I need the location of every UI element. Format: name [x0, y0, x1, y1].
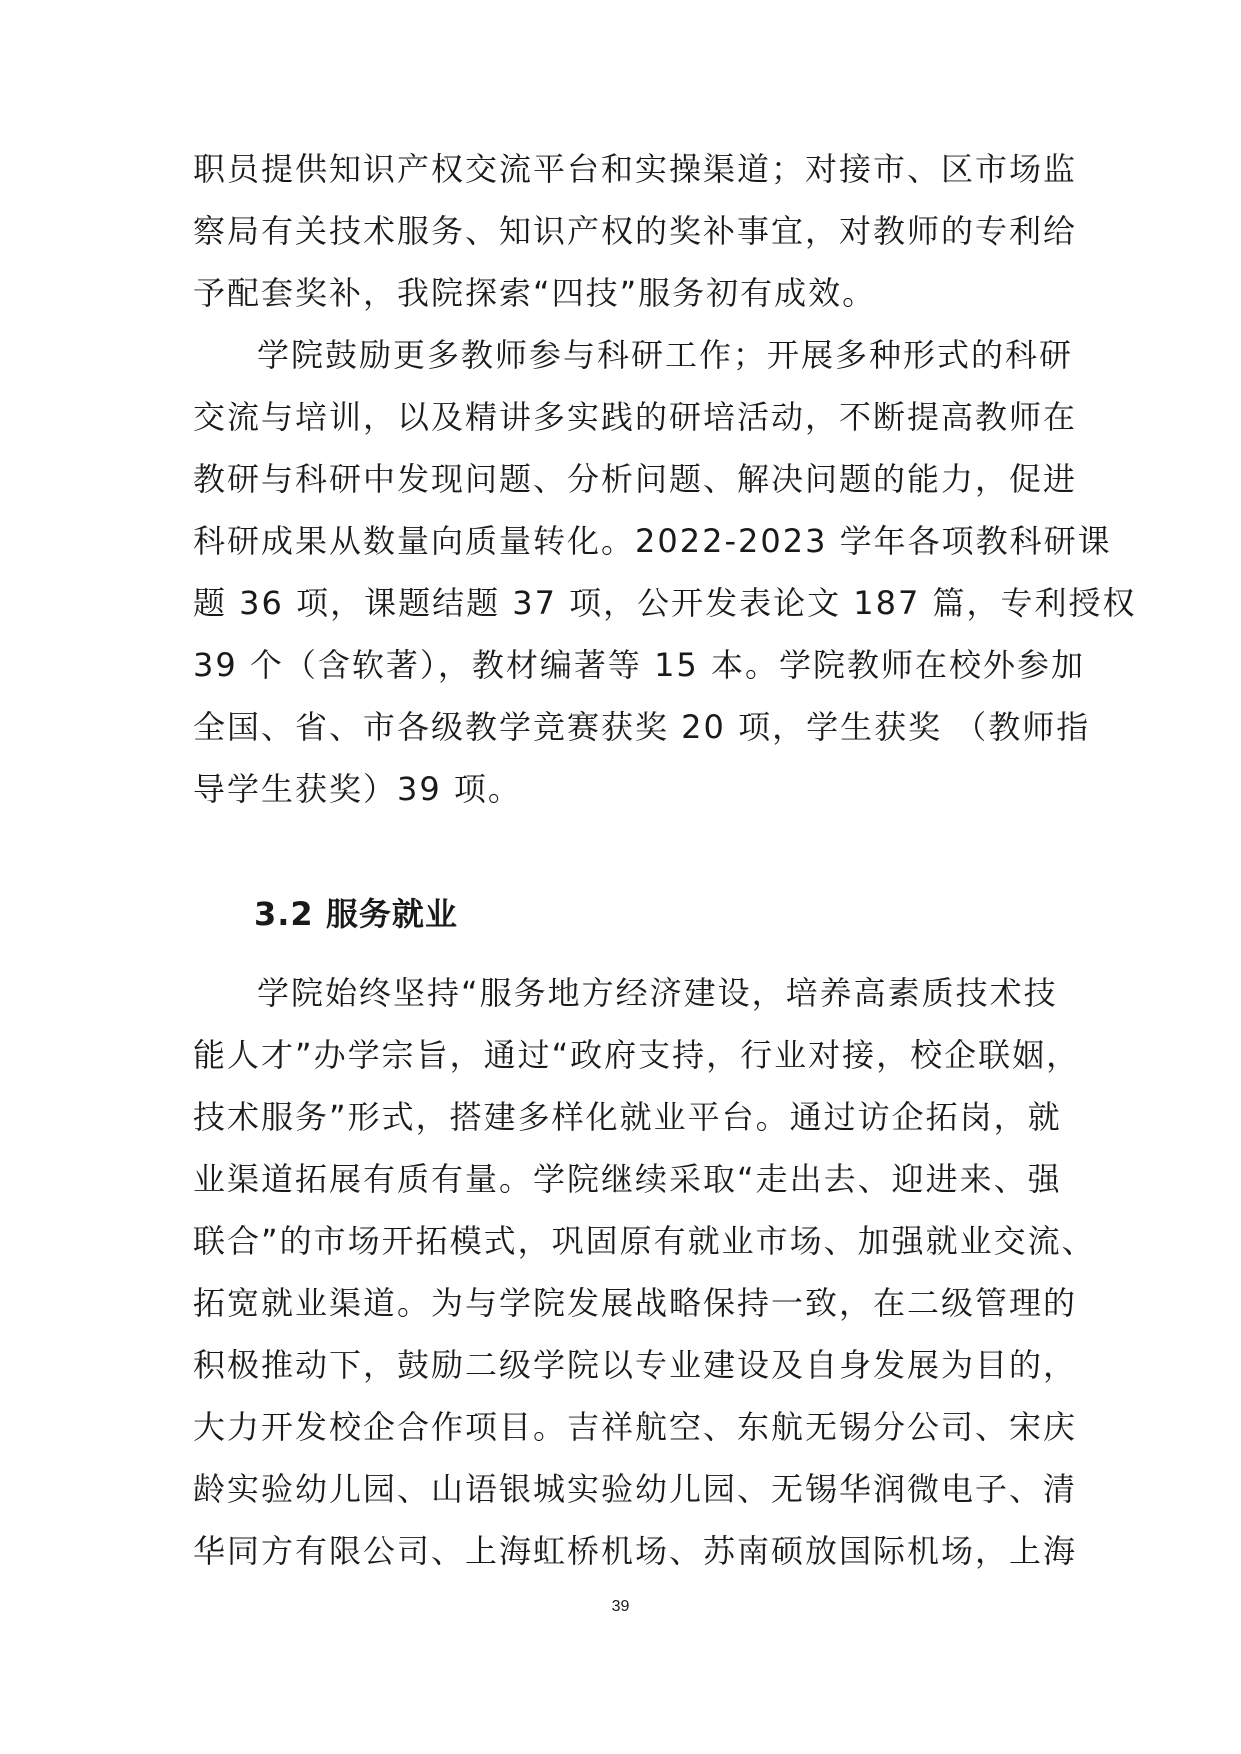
paragraph-line: 职员提供知识产权交流平台和实操渠道；对接市、区市场监 [193, 150, 1078, 188]
paragraph-line: 科研成果从数量向质量转化。2022-2023 学年各项教科研课 [193, 522, 1112, 560]
paragraph-line: 导学生获奖）39 项。 [193, 770, 522, 808]
paragraph-line: 大力开发校企合作项目。吉祥航空、东航无锡分公司、宋庆 [193, 1408, 1078, 1446]
paragraph-line: 学院始终坚持“服务地方经济建设，培养高素质技术技 [257, 974, 1058, 1012]
paragraph-line: 题 36 项，课题结题 37 项，公开发表论文 187 篇，专利授权 [193, 584, 1137, 622]
paragraph-line: 教研与科研中发现问题、分析问题、解决问题的能力，促进 [193, 460, 1078, 498]
paragraph-line: 龄实验幼儿园、山语银城实验幼儿园、无锡华润微电子、清 [193, 1470, 1078, 1508]
section-heading: 3.2 服务就业 [254, 895, 458, 933]
paragraph-line: 予配套奖补，我院探索“四技”服务初有成效。 [193, 274, 877, 312]
paragraph-line: 拓宽就业渠道。为与学院发展战略保持一致，在二级管理的 [193, 1284, 1078, 1322]
paragraph-line: 察局有关技术服务、知识产权的奖补事宜，对教师的专利给 [193, 212, 1078, 250]
paragraph-line: 技术服务”形式，搭建多样化就业平台。通过访企拓岗，就 [193, 1098, 1062, 1136]
paragraph-line: 交流与培训，以及精讲多实践的研培活动，不断提高教师在 [193, 398, 1078, 436]
paragraph-line: 全国、省、市各级教学竞赛获奖 20 项，学生获奖 （教师指 [193, 708, 1091, 746]
paragraph-line: 联合”的市场开拓模式，巩固原有就业市场、加强就业交流、 [193, 1222, 1096, 1260]
paragraph-line: 积极推动下，鼓励二级学院以专业建设及自身发展为目的， [193, 1346, 1078, 1384]
paragraph-line: 39 个（含软著），教材编著等 15 本。学院教师在校外参加 [193, 646, 1085, 684]
paragraph-line: 业渠道拓展有质有量。学院继续采取“走出去、迎进来、强 [193, 1160, 1062, 1198]
paragraph-line: 学院鼓励更多教师参与科研工作；开展多种形式的科研 [257, 336, 1074, 374]
paragraph-line: 华同方有限公司、上海虹桥机场、苏南硕放国际机场，上海 [193, 1532, 1078, 1570]
paragraph-line: 能人才”办学宗旨，通过“政府支持，行业对接，校企联姻， [193, 1036, 1081, 1074]
page-number: 39 [611, 1598, 630, 1615]
